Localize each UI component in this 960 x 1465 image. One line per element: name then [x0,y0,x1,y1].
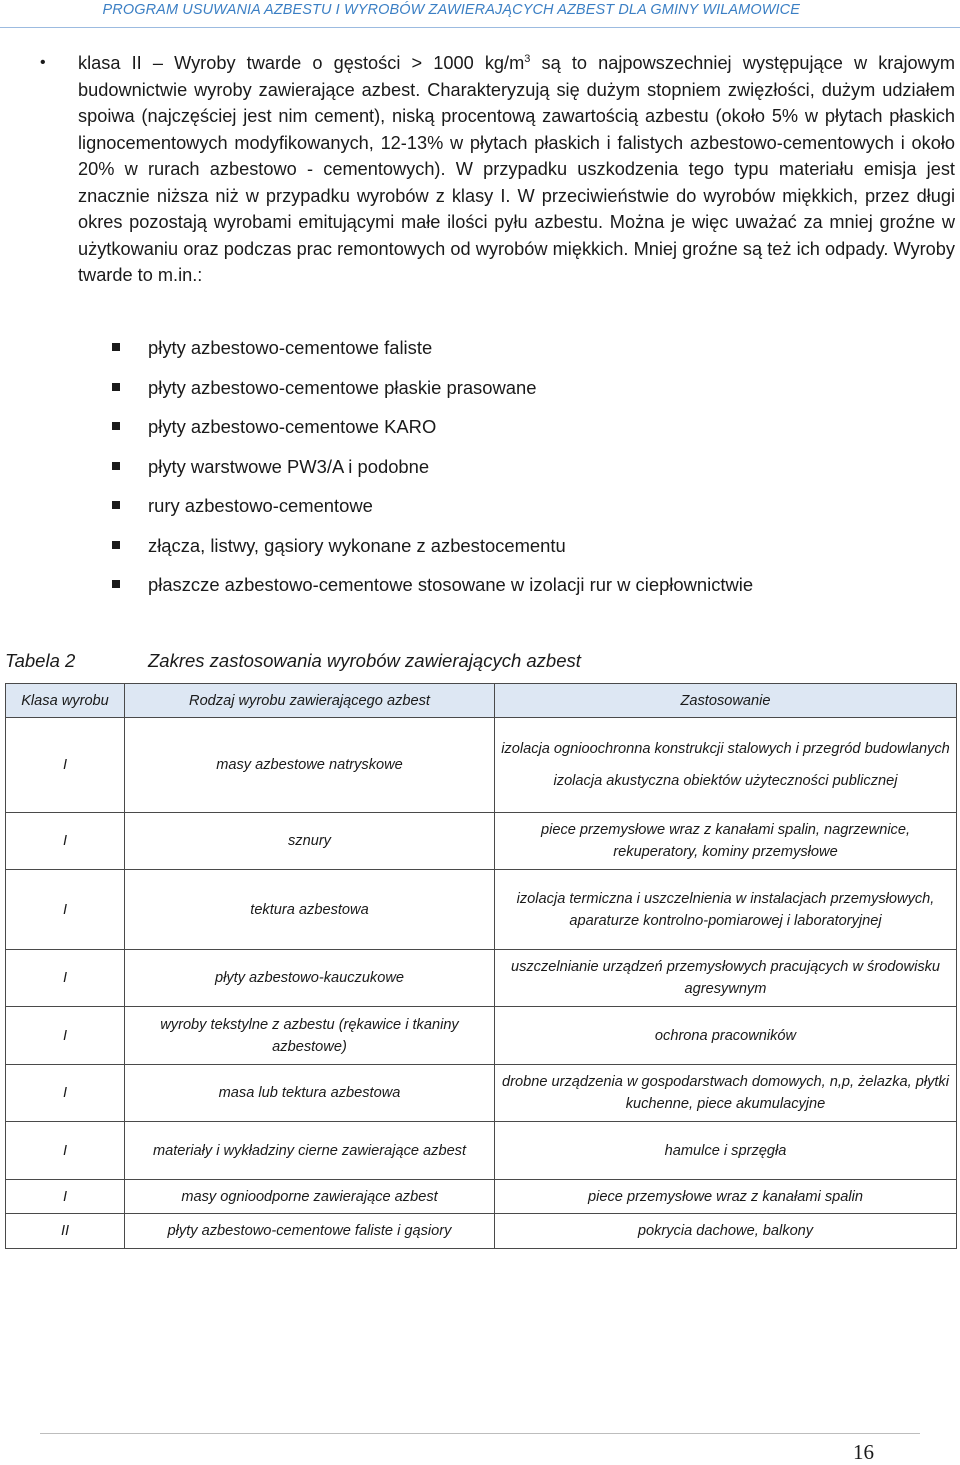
table-caption-label: Tabela 2 [5,650,76,671]
cell-rodzaj: materiały i wykładziny cierne zawierające azbest [125,1122,495,1180]
list-item [112,412,912,452]
header-zastosowanie: Zastosowanie [495,684,957,718]
table-row [6,718,957,813]
superscript-3: 3 [524,52,531,65]
header-divider [0,27,960,28]
table-row [6,813,957,870]
paragraph-text [78,50,955,289]
usage-item: izolacja akustyczna obiektów użyteczności publicznej [553,773,898,789]
table-header-row [6,684,957,718]
cell-zastosowanie [495,870,957,950]
cell-klasa: I [6,950,125,1007]
table-row [6,1065,957,1122]
table-row [6,1122,957,1180]
list-item [112,373,912,413]
header-rodzaj: Rodzaj wyrobu zawierającego azbest [125,684,495,718]
cell-klasa: I [6,1065,125,1122]
cell-rodzaj: tektura azbestowa [125,870,495,950]
list-item-label: płyty warstwowe PW3/A i podobne [148,455,430,477]
cell-zastosowanie [495,1065,957,1122]
cell-rodzaj: płyty azbestowo-kauczukowe [125,950,495,1007]
usage-item: uszczelnianie urządzeń przemysłowych pracujących w środowisku agresywnym [510,959,941,997]
usage-item: izolacja termiczna i uszczelnienia w instalacjach przemysłowych, aparaturze kontrolno-pomiarowej i laboratoryjnej [516,890,935,929]
list-item-label: płyty azbestowo-cementowe faliste [148,337,433,358]
usage-item: izolacja ognioochronna konstrukcji stalowych i przegród budowlanych [501,741,950,757]
table-caption-title: Zakres zastosowania wyrobów zawierających azbest [148,650,581,671]
cell-zastosowanie [495,950,957,1007]
cell-zastosowanie [495,1122,957,1180]
cell-rodzaj: wyroby tekstylne z azbestu (rękawice i tkaniny azbestowe) [125,1007,495,1065]
table-row [6,1214,957,1249]
footer-divider [40,1433,920,1434]
cell-zastosowanie [495,1214,957,1249]
cell-rodzaj: sznury [125,813,495,870]
usage-item: piece przemysłowe wraz z kanałami spalin, nagrzewnice, rekuperatory, kominy przemysłowe [540,822,911,860]
square-bullet-icon [112,383,120,391]
cell-rodzaj: płyty azbestowo-cementowe faliste i gąsiory [125,1214,495,1249]
cell-zastosowanie [495,718,957,813]
list-item [112,491,912,531]
table-row [6,950,957,1007]
page-number: 16 [853,1440,874,1464]
bullet-dot: • [40,54,46,71]
header-klasa: Klasa wyrobu [6,684,125,718]
paragraph-lead: klasa II – Wyroby twarde o gęstości > 1000 kg/m [78,53,525,73]
cell-rodzaj: masy ognioodporne zawierające azbest [125,1180,495,1214]
square-bullet-icon [112,541,120,549]
running-header: PROGRAM USUWANIA AZBESTU I WYROBÓW ZAWIERAJĄCYCH AZBEST DLA GMINY WILAMOWICE [102,2,800,18]
table-row [6,1007,957,1065]
cell-klasa: I [6,1180,125,1214]
square-bullet-icon [112,343,120,351]
cell-klasa: I [6,1122,125,1180]
cell-zastosowanie [495,1180,957,1214]
class-ii-description [40,50,955,289]
cell-zastosowanie [495,813,957,870]
list-item [112,570,912,610]
list-item [112,452,912,492]
list-item-label: płyty azbestowo-cementowe płaskie prasowane [148,376,537,398]
table-row [6,1180,957,1214]
usage-item: ochrona pracowników [654,1027,797,1044]
hard-products-list [112,333,912,610]
cell-rodzaj: masa lub tektura azbestowa [125,1065,495,1122]
list-item-label: płaszcze azbestowo-cementowe stosowane w izolacji rur w ciepłownictwie [148,574,754,595]
list-item-label: płyty azbestowo-cementowe KARO [148,416,437,437]
usage-item: pokrycia dachowe, balkony [637,1223,814,1239]
list-item [112,531,912,571]
cell-klasa: I [6,813,125,870]
square-bullet-icon [112,501,120,509]
square-bullet-icon [112,580,120,588]
cell-klasa: I [6,870,125,950]
cell-rodzaj: masy azbestowe natryskowe [125,718,495,813]
table-row [6,870,957,950]
cell-klasa: II [6,1214,125,1249]
list-item [112,333,912,373]
usage-item: piece przemysłowe wraz z kanałami spalin [588,1188,863,1205]
asbestos-usage-table [5,683,957,1249]
square-bullet-icon [112,422,120,430]
paragraph-body: są to najpowszechniej występujące w krajowym budownictwie wyroby zawierające azbest. Charakteryzują się dużym stopniem zwięzłości, dużym udziałem spoiwa (najczęściej jest nim cement), niską procentową zawartością azbestu (około 5% w płytach płaskich lignocementowych modyfikowanych, 12-13% w płytach płaskich i falistych azbestowo-cementowych i około 20% w rurach azbestowo - cementowych). W przypadku uszkodzenia tego typu materiału emisja jest znacznie niższa niż w przypadku wyrobów z klasy I. W przeciwieństwie do wyrobów miękkich, przez długi okres pozostają wyrobami emitującymi małe ilości pyłu azbestu. Można je więc uważać za mniej groźne w użytkowaniu oraz podczas prac remontowych od wyrobów miękkich. Mniej groźne są też ich odpady. Wyroby twarde to m.in.: [78,53,956,285]
list-item-label: rury azbestowo-cementowe [148,495,373,516]
cell-klasa: I [6,1007,125,1065]
usage-item: drobne urządzenia w gospodarstwach domowych, n,p, żelazka, płytki kuchenne, piece akumulacyjne [502,1074,949,1112]
list-item-label: złącza, listwy, gąsiory wykonane z azbestocementu [148,534,566,556]
usage-item: hamulce i sprzęgła [664,1142,787,1159]
cell-zastosowanie [495,1007,957,1065]
square-bullet-icon [112,462,120,470]
cell-klasa: I [6,718,125,813]
